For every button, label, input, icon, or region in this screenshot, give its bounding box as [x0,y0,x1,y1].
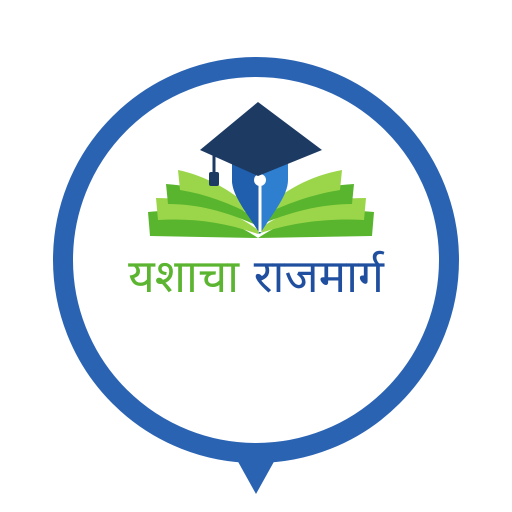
brand-name-word-1: यशाचा [128,249,240,303]
brand-name [56,246,456,306]
brand-name-word-2: राजमार्ग [253,249,384,303]
